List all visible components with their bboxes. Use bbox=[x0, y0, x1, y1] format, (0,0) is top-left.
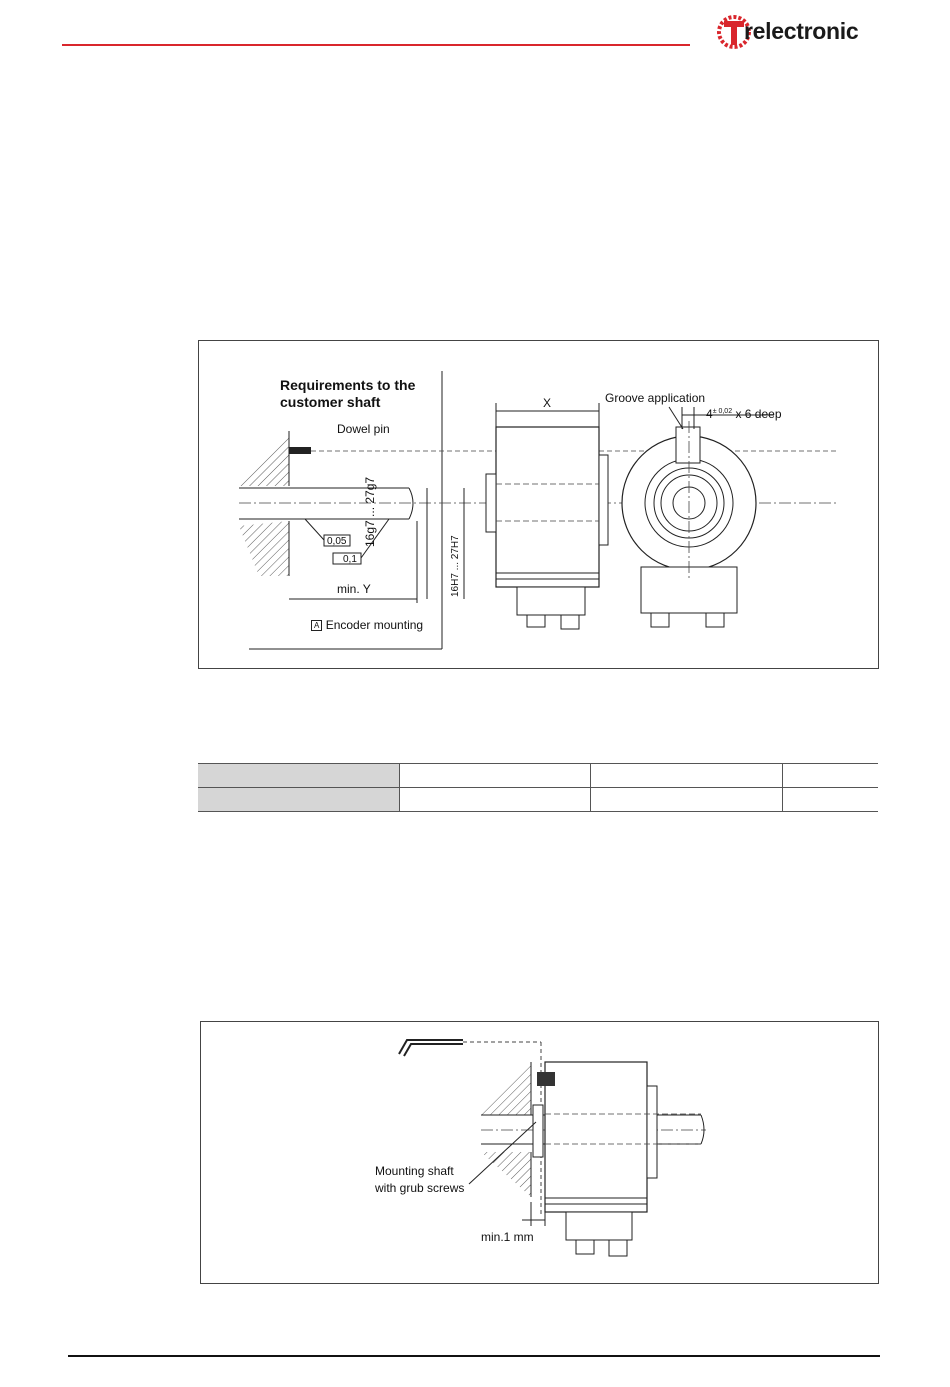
bore-diameter-label: 16H7 ... 27H7 bbox=[450, 535, 461, 597]
shaft-requirements-figure bbox=[198, 340, 879, 669]
table-row bbox=[198, 764, 878, 788]
groove-application-label: Groove application bbox=[605, 391, 706, 405]
dimension-table bbox=[198, 763, 878, 812]
runout-tolerance: 0,05 bbox=[327, 536, 347, 547]
groove-dimension-label bbox=[706, 405, 782, 421]
table-cell bbox=[782, 788, 878, 812]
dowel-pin-label: Dowel pin bbox=[337, 422, 390, 436]
mounting-drawing bbox=[201, 1022, 878, 1283]
groove-width: 4 bbox=[706, 407, 713, 421]
mounting-shaft-line1: Mounting shaft bbox=[375, 1164, 454, 1178]
footer-rule bbox=[68, 1355, 880, 1357]
position-tolerance: 0,1 bbox=[343, 554, 357, 565]
table-cell bbox=[400, 764, 591, 788]
mounting-figure bbox=[200, 1021, 879, 1284]
mounting-shaft-line2: with grub screws bbox=[375, 1181, 465, 1195]
groove-tolerance: ± 0,02 bbox=[712, 408, 733, 415]
table-cell bbox=[198, 764, 400, 788]
table-cell bbox=[198, 788, 400, 812]
encoder-mounting-text: Encoder mounting bbox=[325, 618, 424, 632]
shaft-heading-line1: Requirements to the bbox=[280, 377, 416, 393]
header-rule bbox=[62, 44, 690, 46]
table-cell bbox=[591, 764, 782, 788]
min-gap-label: min.1 mm bbox=[481, 1230, 534, 1244]
shaft-diameter-label: 16g7 ... 27g7 bbox=[363, 476, 377, 547]
encoder-mounting-mark: A bbox=[311, 620, 322, 631]
encoder-mounting-label bbox=[311, 618, 423, 632]
brand-logo bbox=[716, 14, 876, 50]
shaft-heading-line2: customer shaft bbox=[280, 394, 381, 410]
table-row bbox=[198, 788, 878, 812]
x-dimension-label: X bbox=[543, 396, 552, 410]
table-cell bbox=[400, 788, 591, 812]
table-cell bbox=[591, 788, 782, 812]
groove-depth: x 6 deep bbox=[735, 407, 782, 421]
logo-text: relectronic bbox=[744, 18, 859, 44]
min-y-label: min. Y bbox=[337, 582, 371, 596]
table-cell bbox=[782, 764, 878, 788]
